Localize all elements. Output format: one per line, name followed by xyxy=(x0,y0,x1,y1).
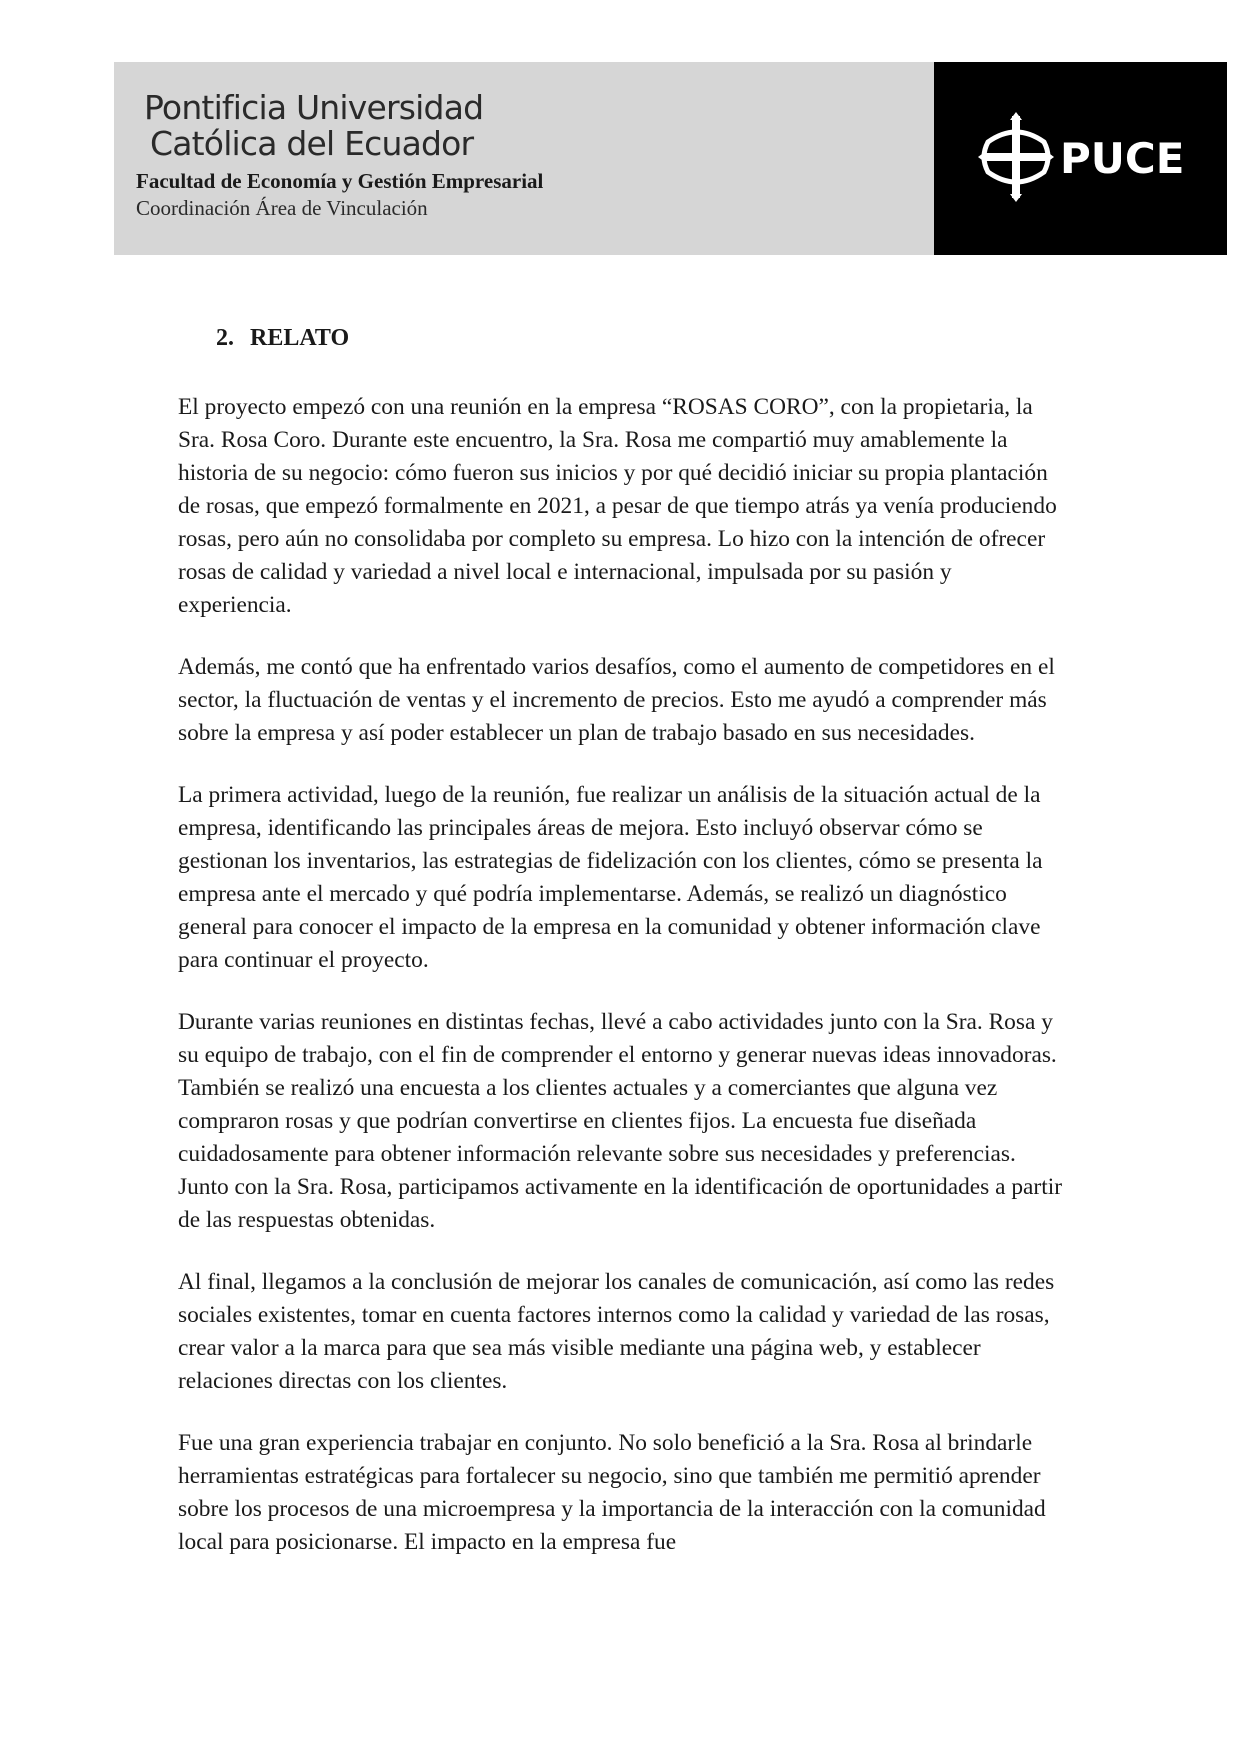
university-name xyxy=(144,90,483,162)
paragraph: El proyecto empezó con una reunión en la empresa “ROSAS CORO”, con la propietaria, la Sra. Rosa Coro. Durante este encuentro, la Sra. Rosa me compartió muy amablemente la historia de su negocio: cómo fueron sus inicios y por qué decidió iniciar su propia plantación de rosas, que empezó formalmente en 2021, a pesar de que tiempo atrás ya venía produciendo rosas, pero aún no consolidaba por completo su empresa. Lo hizo con la intención de ofrecer rosas de calidad y variedad a nivel local e internacional, impulsada por su pasión y experiencia. xyxy=(178,394,1057,618)
header-logo-block xyxy=(934,62,1227,255)
section-title: RELATO xyxy=(250,325,350,351)
paragraph: Al final, llegamos a la conclusión de mejorar los canales de comunicación, así como las redes sociales existentes, tomar en cuenta factores internos como la calidad y variedad de las rosas, crear valor a la marca para que sea más visible mediante una página web, y establecer relaciones directas con los clientes. xyxy=(178,1269,1055,1394)
section-heading xyxy=(216,322,1068,354)
paragraph: Fue una gran experiencia trabajar en conjunto. No solo benefició a la Sra. Rosa al brindarle herramientas estratégicas para fortalecer su negocio, sino que también me permitió aprender sobre los procesos de una microempresa y la importancia de la interacción con la comunidad local para posicionarse. El impacto en la empresa fue xyxy=(178,1430,1046,1555)
coordination-name: Coordinación Área de Vinculación xyxy=(136,196,428,220)
puce-logo xyxy=(978,112,1185,202)
document-body xyxy=(178,322,1068,1588)
paragraph: La primera actividad, luego de la reunión, fue realizar un análisis de la situación actual de la empresa, identificando las principales áreas de mejora. Esto incluyó observar cómo se gestionan los inventarios, las estrategias de fidelización con los clientes, cómo se presenta la empresa ante el mercado y qué podría implementarse. Además, se realizó un diagnóstico general para conocer el impacto de la empresa en la comunidad y obtener información clave para continuar el proyecto. xyxy=(178,782,1043,973)
university-name-line1: Pontificia Universidad xyxy=(144,88,484,127)
puce-cross-emblem-icon xyxy=(978,112,1054,202)
header-institution-block xyxy=(114,62,934,255)
document-header xyxy=(114,62,1227,255)
faculty-name: Facultad de Economía y Gestión Empresarial xyxy=(136,169,544,193)
paragraph: Además, me contó que ha enfrentado varios desafíos, como el aumento de competidores en el sector, la fluctuación de ventas y el incremento de precios. Esto me ayudó a comprender más sobre la empresa y así poder establecer un plan de trabajo basado en sus necesidades. xyxy=(178,654,1055,746)
university-name-line2: Católica del Ecuador xyxy=(150,124,474,163)
logo-text: PUCE xyxy=(1060,134,1185,183)
section-number: 2. xyxy=(216,325,234,351)
paragraph: Durante varias reuniones en distintas fechas, llevé a cabo actividades junto con la Sra. Rosa y su equipo de trabajo, con el fin de comprender el entorno y generar nuevas ideas innovadoras. También se realizó una encuesta a los clientes actuales y a comerciantes que alguna vez compraron rosas y que podrían convertirse en clientes fijos. La encuesta fue diseñada cuidadosamente para obtener información relevante sobre sus necesidades y preferencias. Junto con la Sra. Rosa, participamos activamente en la identificación de oportunidades a partir de las respuestas obtenidas. xyxy=(178,1009,1063,1233)
